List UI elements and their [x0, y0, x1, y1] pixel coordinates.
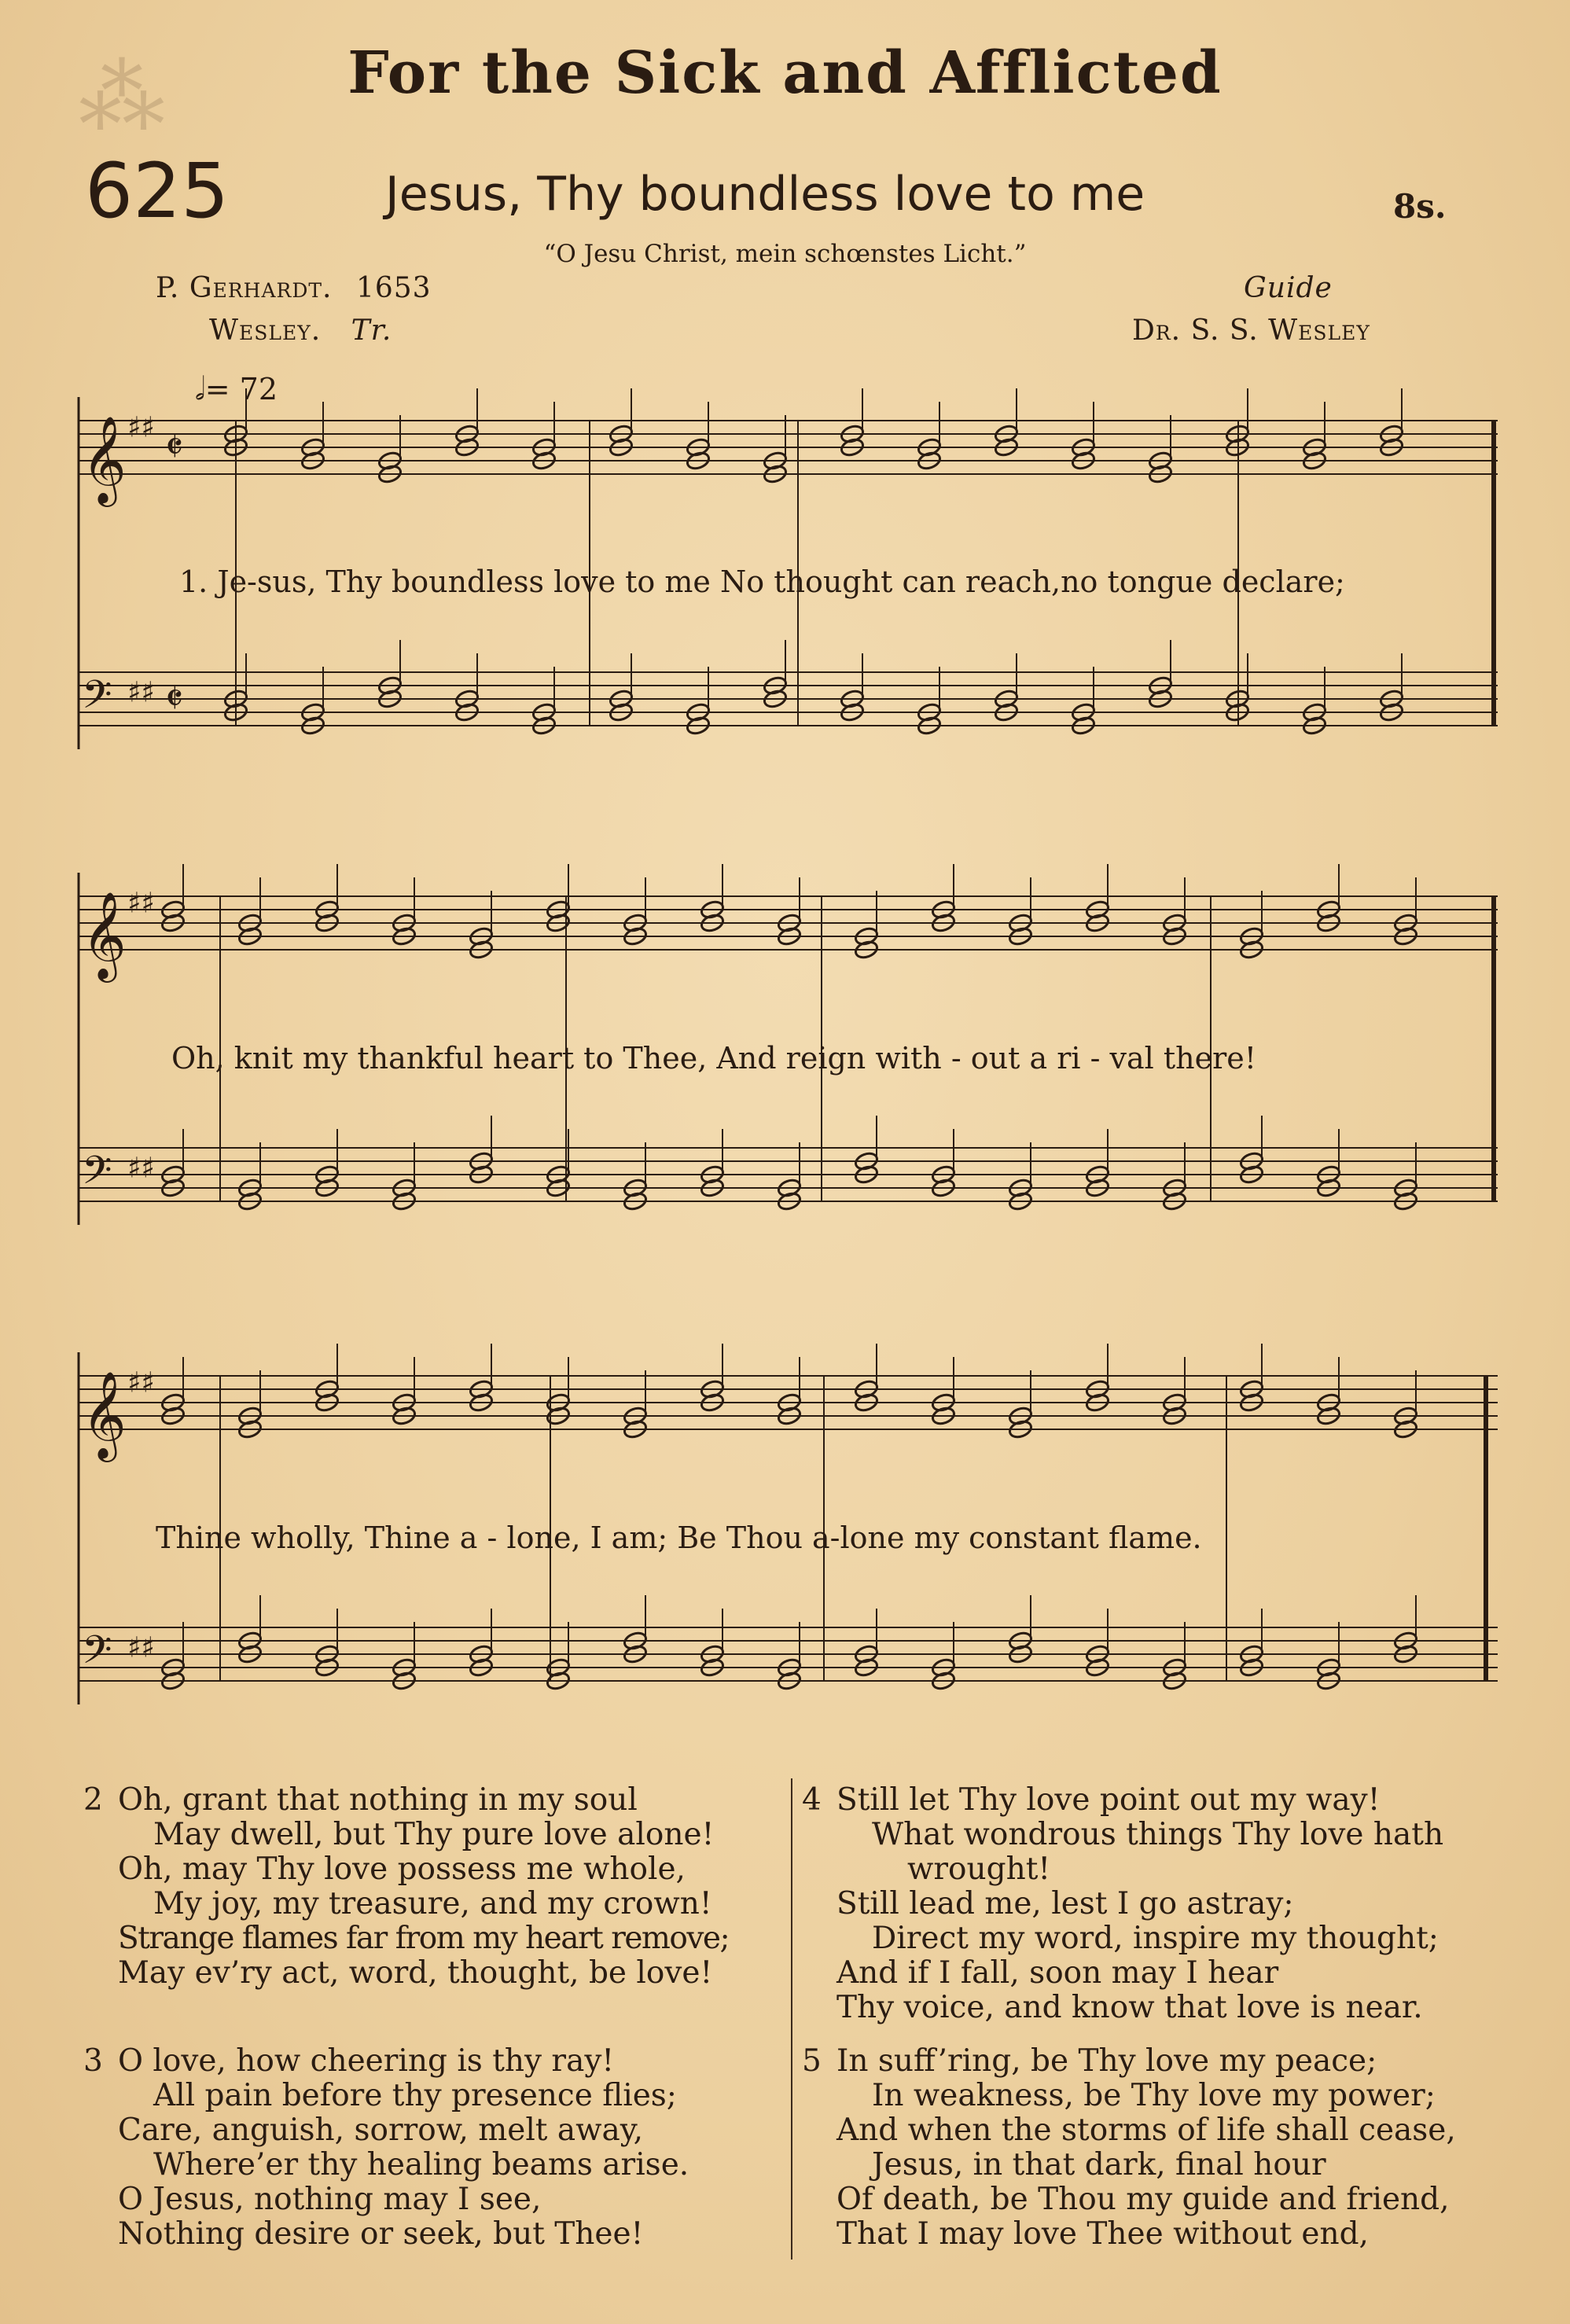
bass-clef-icon: 𝄢	[82, 1148, 112, 1203]
tune-name: Guide	[1244, 272, 1333, 304]
column-divider	[791, 1778, 792, 2260]
verse-line: May ev’ry act, word, thought, be love!	[118, 1955, 713, 1991]
verse-line: All pain before thy presence flies;	[153, 2078, 677, 2113]
key-signature-icon: ♯♯	[127, 676, 155, 709]
translator-name: Wesley.	[209, 314, 322, 347]
pencil-mark: ⁂	[79, 47, 165, 148]
verse-line: In weakness, be Thy love my power;	[872, 2078, 1436, 2113]
treble-clef-icon: 𝄞	[82, 415, 127, 503]
key-signature-icon: ♯♯	[127, 887, 155, 920]
verse-line: Where’er thy healing beams arise.	[153, 2147, 689, 2182]
half-note-icon: 𝅗𝅥	[195, 371, 205, 407]
author-year: 1653	[355, 272, 432, 304]
verse-line: What wondrous things Thy love hath	[872, 1817, 1444, 1852]
verse-line: And when the storms of life shall cease,	[836, 2113, 1456, 2148]
lyric-line-3: Thine wholly, Thine a - lone, I am; Be Thou a-lone my constant flame.	[156, 1521, 1202, 1555]
author-name: P. Gerhardt.	[156, 272, 333, 304]
key-signature-icon: ♯♯	[127, 1631, 155, 1664]
meter: 8s.	[1393, 187, 1447, 226]
verse-number: 5	[802, 2043, 822, 2079]
verse-line: Still let Thy love point out my way!	[836, 1782, 1381, 1818]
verse-line: Jesus, in that dark, final hour	[872, 2147, 1326, 2182]
verse-line: Oh, may Thy love possess me whole,	[118, 1851, 686, 1887]
verse-line: Still lead me, lest I go astray;	[836, 1886, 1294, 1921]
verse-line: O love, how cheering is thy ray!	[118, 2043, 615, 2079]
section-title: For the Sick and Afflicted	[347, 39, 1223, 107]
hymn-number: 625	[85, 147, 230, 235]
treble-clef-icon: 𝄞	[82, 1370, 127, 1458]
verse-line: Of death, be Thou my guide and friend,	[836, 2182, 1450, 2217]
treble-clef-icon: 𝄞	[82, 891, 127, 979]
verse-2	[83, 1782, 730, 1991]
common-time-icon: 𝄵	[165, 424, 184, 471]
verse-4	[802, 1782, 1444, 2025]
translator-note: Tr.	[351, 314, 392, 347]
lyric-line-2: Oh, knit my thankful heart to Thee, And reign with - out a ri - val there!	[171, 1041, 1257, 1076]
verse-line: Thy voice, and know that love is near.	[836, 1990, 1423, 2025]
verse-3	[83, 2043, 689, 2252]
verse-line: My joy, my treasure, and my crown!	[153, 1886, 712, 1921]
key-signature-icon: ♯♯	[127, 411, 155, 444]
key-signature-icon: ♯♯	[127, 1152, 155, 1185]
bass-clef-icon: 𝄢	[82, 1627, 112, 1682]
verse-line: Direct my word, inspire my thought;	[872, 1921, 1439, 1956]
verse-number: 3	[83, 2043, 103, 2079]
hymn-title: Jesus, Thy boundless love to me	[385, 167, 1145, 222]
verse-number: 4	[802, 1782, 822, 1818]
verse-line: Nothing desire or seek, but Thee!	[118, 2216, 644, 2252]
bass-clef-icon: 𝄢	[82, 672, 112, 727]
verse-line: wrought!	[907, 1851, 1051, 1887]
verse-line: And if I fall, soon may I hear	[836, 1955, 1279, 1991]
verse-line: In suff’ring, be Thy love my peace;	[836, 2043, 1377, 2079]
key-signature-icon: ♯♯	[127, 1366, 155, 1399]
common-time-icon: 𝄵	[165, 675, 184, 723]
tempo-value: = 72	[204, 372, 278, 406]
verse-number: 2	[83, 1782, 103, 1818]
verse-line: That I may love Thee without end,	[836, 2216, 1369, 2252]
original-title: “O Jesu Christ, mein schœnstes Licht.”	[543, 240, 1027, 268]
verse-5	[802, 2043, 1456, 2252]
verse-line: Strange flames far from my heart remove;	[118, 1921, 730, 1956]
verse-line: Care, anguish, sorrow, melt away,	[118, 2113, 644, 2148]
verse-line: May dwell, but Thy pure love alone!	[153, 1817, 715, 1852]
verse-line: Oh, grant that nothing in my soul	[118, 1782, 638, 1818]
verse-line: O Jesus, nothing may I see,	[118, 2182, 542, 2217]
lyric-line-1: 1. Je-sus, Thy boundless love to me No thought can reach,no tongue declare;	[179, 564, 1345, 599]
composer-credit: Dr. S. S. Wesley	[1132, 314, 1370, 347]
